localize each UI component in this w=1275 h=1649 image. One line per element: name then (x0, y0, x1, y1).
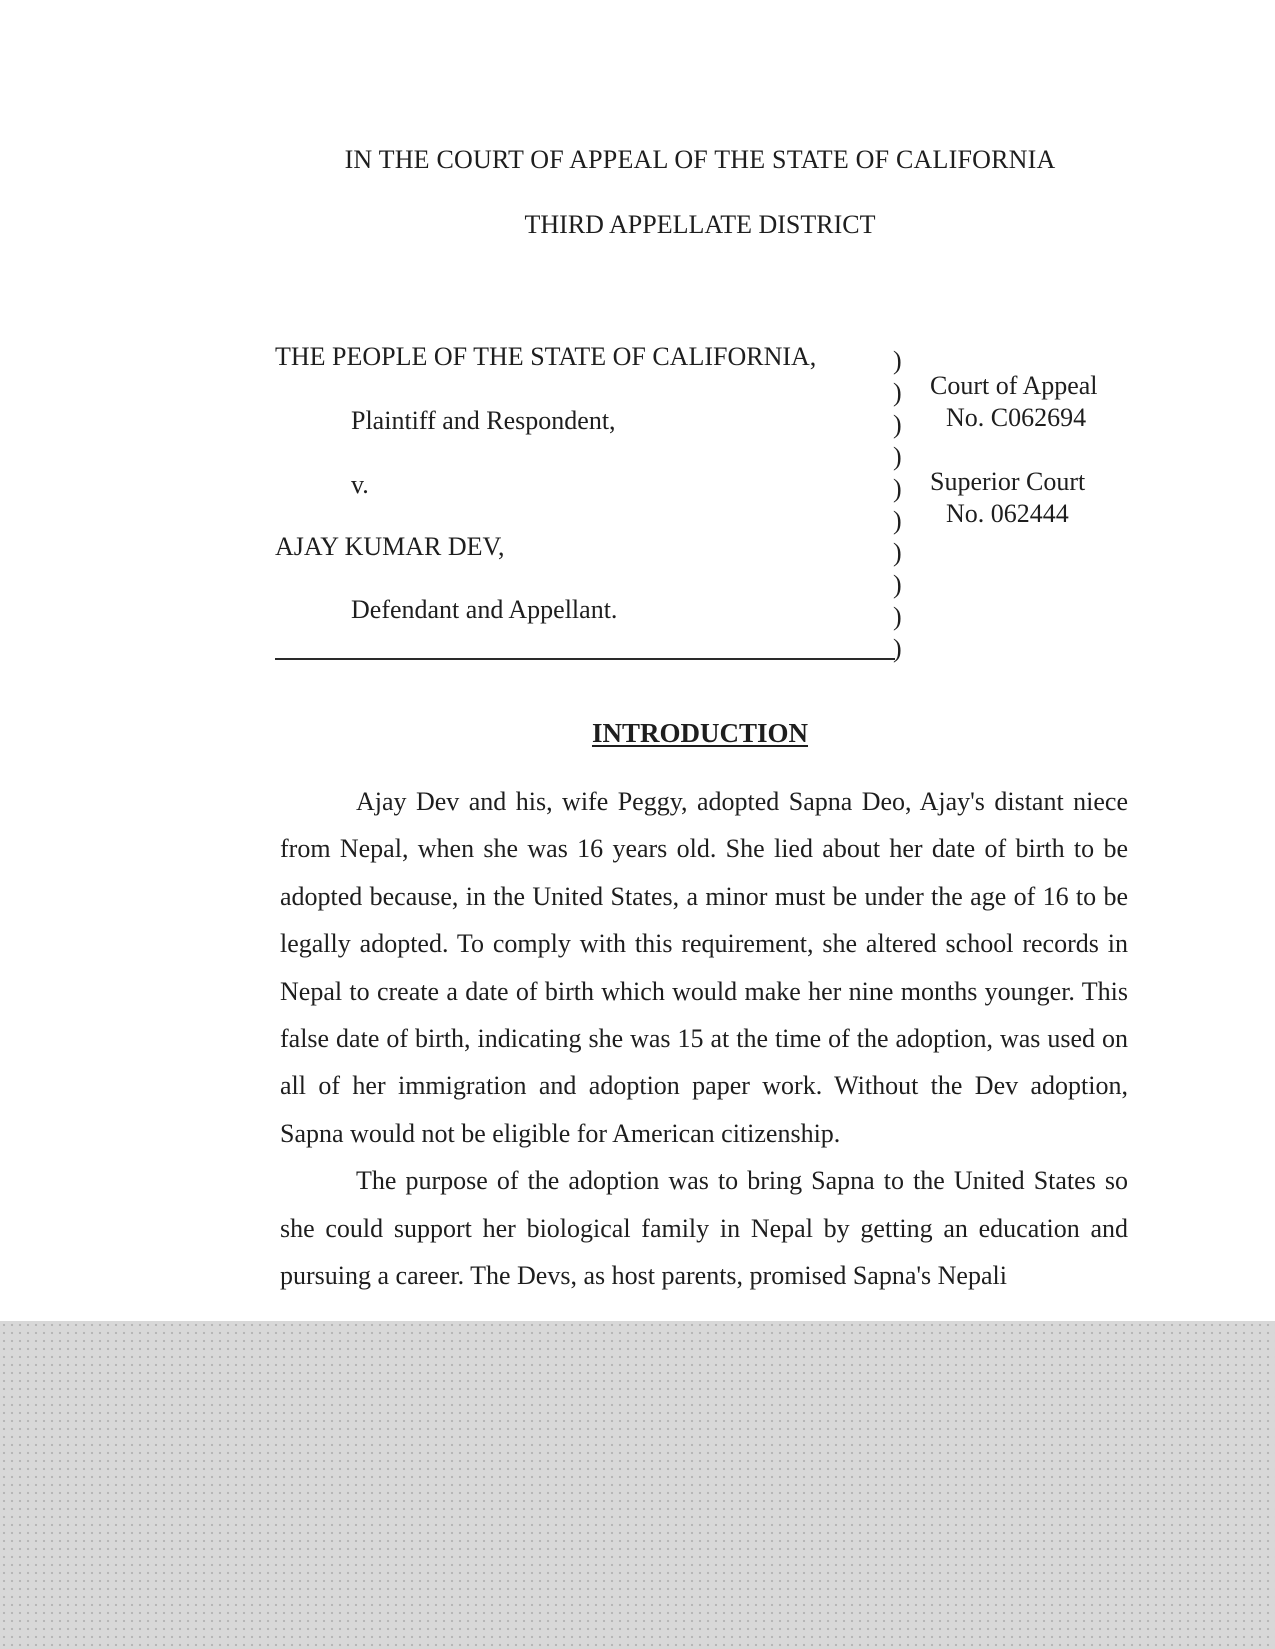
plaintiff-name: THE PEOPLE OF THE STATE OF CALIFORNIA, (275, 342, 817, 371)
caption-paren: ) (893, 570, 902, 599)
paragraph: Ajay Dev and his, wife Peggy, adopted Sapna Deo, Ajay's distant niece from Nepal, when she was 16 years old. She lied about her date of birth to be adopted because, in the United States, a minor must be under the age of 16 to be legally adopted. To comply with this requirement, she altered school records in Nepal to create a date of birth which would make her nine months younger. This false date of birth, indicating she was 15 at the time of the adoption, was used on all of her immigration and adoption paper work. Without the Dev adoption, Sapna would not be eligible for American citizenship. (280, 787, 1128, 1148)
superior-court-number: No. 062444 (946, 499, 1069, 528)
page-cutoff-overlay (0, 1321, 1275, 1649)
caption-paren: ) (893, 474, 902, 503)
court-heading: IN THE COURT OF APPEAL OF THE STATE OF CALIFORNIA (344, 145, 1056, 174)
caption-paren: ) (893, 538, 902, 567)
appeal-court-number: No. C062694 (946, 403, 1087, 432)
body-text (280, 778, 1128, 1299)
versus: v. (351, 470, 369, 499)
case-numbers (930, 370, 1098, 530)
caption-paren: ) (893, 410, 902, 439)
caption-divider (275, 658, 895, 660)
plaintiff-role: Plaintiff and Respondent, (351, 406, 616, 435)
section-title: INTRODUCTION (591, 718, 809, 748)
caption-paren: ) (893, 634, 902, 663)
superior-court-label: Superior Court (930, 467, 1086, 496)
district-heading: THIRD APPELLATE DISTRICT (524, 210, 876, 239)
caption-paren: ) (893, 442, 902, 471)
caption-paren: ) (893, 506, 902, 535)
defendant-name: AJAY KUMAR DEV, (275, 532, 505, 561)
caption-paren: ) (893, 378, 902, 407)
caption-paren: ) (893, 346, 902, 375)
caption-parentheses (893, 345, 902, 665)
caption-paren: ) (893, 602, 902, 631)
defendant-role: Defendant and Appellant. (351, 595, 618, 624)
appeal-court-label: Court of Appeal (930, 371, 1098, 400)
paragraph: The purpose of the adoption was to bring Sapna to the United States so she could support her biological family in Nepal by getting an education and pursuing a career. The Devs, as host parents, promised Sapna's Nepali (280, 1166, 1128, 1291)
